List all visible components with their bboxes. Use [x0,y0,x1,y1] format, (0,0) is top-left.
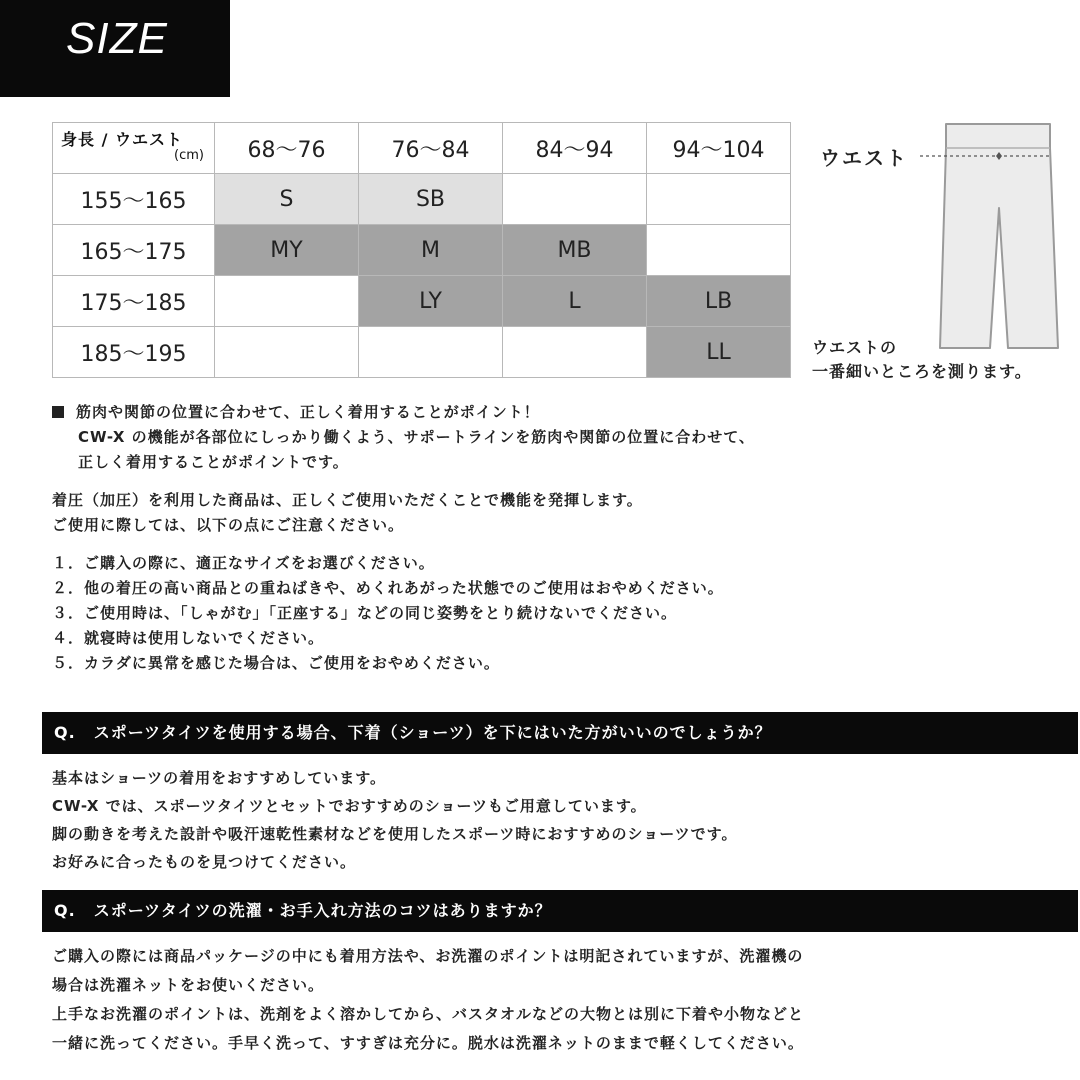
size-title: SIZE [66,14,168,63]
square-bullet-icon [52,406,64,418]
waist-range-header: 94〜104 [647,123,791,174]
faq-answer-line: CW-X では、スポーツタイツとセットでおすすめのショーツもご用意しています。 [52,797,647,815]
size-cell [215,327,359,378]
table-row [53,174,791,225]
corner-label: 身長 / ウエスト [61,130,183,149]
faq-answer-line: ご購入の際には商品パッケージの中にも着用方法や、お洗濯のポイントは明記されていますが、洗濯機の [52,947,804,965]
height-range-header: 185〜195 [53,327,215,378]
size-cell [503,174,647,225]
faq-answer [52,942,1062,1058]
size-cell: S [215,174,359,225]
waist-measure-note [812,336,1032,384]
caution-item: １．ご購入の際に、適正なサイズをお選びください。 [52,554,435,572]
waist-note-line: 一番細いところを測ります。 [812,362,1032,381]
size-cell [503,327,647,378]
faq-answer-line: お好みに合ったものを見つけてください。 [52,853,357,871]
height-range-header: 155〜165 [53,174,215,225]
size-cell: MB [503,225,647,276]
size-banner [0,0,230,97]
size-cell [215,276,359,327]
table-row [53,276,791,327]
q-mark: Q. [54,723,76,742]
waist-note-line: ウエストの [812,338,898,357]
faq-answer-line: 上手なお洗濯のポイントは、洗剤をよく溶かしてから、バスタオルなどの大物とは別に下着や小物などと [52,1005,805,1023]
size-cell [647,174,791,225]
size-cell: LB [647,276,791,327]
size-cell: LL [647,327,791,378]
faq-question: スポーツタイツの洗濯・お手入れ方法のコツはありますか？ [93,901,552,920]
height-range-header: 175〜185 [53,276,215,327]
faq-answer-line: 場合は洗濯ネットをお使いください。 [52,976,325,994]
q-mark: Q. [54,901,76,920]
faq-answer-line: 基本はショーツの着用をおすすめしています。 [52,769,387,787]
faq-answer-line: 脚の動きを考えた設計や吸汗速乾性素材などを使用したスポーツ時におすすめのショーツです。 [52,825,738,843]
notes-heading-line: 正しく着用することがポイントです。 [78,453,349,471]
height-range-header: 165〜175 [53,225,215,276]
size-cell: L [503,276,647,327]
faq-answer-line: 一緒に洗ってください。手早く洗って、すすぎは充分に。脱水は洗濯ネットのままで軽くしてください。 [52,1034,804,1052]
size-chart-table [52,122,791,378]
size-cell: MY [215,225,359,276]
waist-range-header: 76〜84 [359,123,503,174]
faq-answer [52,764,1062,876]
table-header-row [53,123,791,174]
waist-range-header: 84〜94 [503,123,647,174]
corner-unit: (cm) [174,148,204,163]
notes-intro-line: ご使用に際しては、以下の点にご注意ください。 [52,516,405,534]
table-row [53,225,791,276]
size-cell [647,225,791,276]
waist-range-header: 68〜76 [215,123,359,174]
waist-label: ウエスト [820,146,908,170]
caution-item: ３．ご使用時は、「しゃがむ」「正座する」などの同じ姿勢をとり続けないでください。 [52,604,678,622]
usage-notes [52,400,1062,676]
caution-item: ５．カラダに異常を感じた場合は、ご使用をおやめください。 [52,654,500,672]
faq-question-bar [42,890,1078,932]
notes-heading: 筋肉や関節の位置に合わせて、正しく着用することがポイント！ [76,403,540,421]
size-cell: LY [359,276,503,327]
caution-item: ２．他の着圧の高い商品との重ねばきや、めくれあがった状態でのご使用はおやめください。 [52,579,724,597]
faq-question: スポーツタイツを使用する場合、下着（ショーツ）を下にはいた方がいいのでしょうか？ [93,723,772,742]
size-cell [359,327,503,378]
corner-header [53,123,215,174]
size-cell: M [359,225,503,276]
size-cell: SB [359,174,503,225]
notes-intro-line: 着圧（加圧）を利用した商品は、正しくご使用いただくことで機能を発揮します。 [52,491,643,509]
faq-question-bar [42,712,1078,754]
notes-heading-line: CW-X の機能が各部位にしっかり働くよう、サポートラインを筋肉や関節の位置に合わせて、 [78,428,755,446]
table-row [53,327,791,378]
caution-item: ４．就寝時は使用しないでください。 [52,629,325,647]
